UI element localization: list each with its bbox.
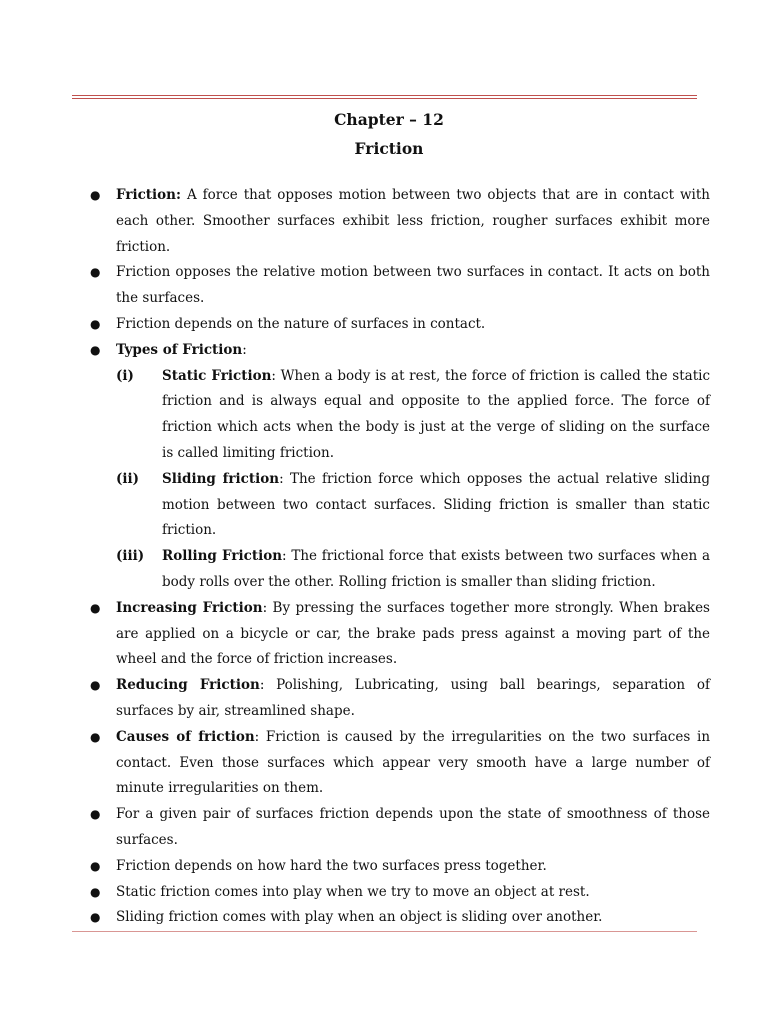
item-text: : Polishing, Lubricating, using ball bearings, separation of surfaces by air, streamlined shape.	[116, 677, 710, 719]
sub-item	[90, 544, 710, 596]
list-item	[90, 260, 710, 312]
item-text: : By pressing the surfaces together more strongly. When brakes are applied on a bicycle or car, the brake pads press against a moving part of the wheel and the force of friction increases.	[116, 599, 710, 668]
bullet-icon: ●	[90, 910, 101, 925]
list-item	[90, 312, 710, 338]
list-item	[90, 725, 710, 802]
list-item	[90, 596, 710, 673]
item-text: Static friction comes into play when we try to move an object at rest.	[116, 883, 590, 900]
list-item	[90, 905, 710, 931]
item-label: Friction:	[116, 187, 181, 203]
bullet-icon: ●	[90, 858, 101, 873]
bullet-icon: ●	[90, 600, 101, 615]
chapter-title: Chapter – 12	[334, 110, 444, 129]
sub-item-label: Static Friction	[162, 367, 272, 384]
sub-item-label: Sliding friction	[162, 470, 280, 487]
item-label: Causes of friction	[116, 728, 255, 745]
list-item	[90, 880, 710, 906]
friction-types-list	[90, 364, 710, 596]
sub-item-label: Rolling Friction	[162, 548, 283, 565]
bullet-icon: ●	[90, 188, 101, 202]
sub-item-text: : When a body is at rest, the force of friction is called the static friction and is always equal and opposite to the applied force. The force of friction which acts when the body is just at the verge of sliding on the surface is called limiting friction.	[162, 367, 710, 461]
item-text: For a given pair of surfaces friction depends upon the state of smoothness of those surfaces.	[116, 806, 710, 848]
list-item	[90, 854, 710, 880]
sub-item-number: (i)	[116, 367, 134, 384]
list-item	[90, 183, 710, 260]
bullet-icon: ●	[90, 678, 101, 693]
item-label: Types of Friction	[116, 341, 243, 358]
sub-item-text: : The friction force which opposes the actual relative sliding motion between two contact surfaces. Sliding friction is smaller than static friction.	[162, 470, 710, 539]
bullet-icon: ●	[90, 316, 101, 331]
item-label: Reducing Friction	[116, 677, 260, 694]
bullet-icon: ●	[90, 807, 101, 822]
sub-item	[90, 364, 710, 467]
sub-item-number: (ii)	[116, 470, 140, 487]
item-text: Friction depends on the nature of surfaces in contact.	[116, 315, 486, 332]
bullet-list	[90, 183, 710, 931]
list-item	[90, 673, 710, 725]
bullet-icon: ●	[90, 342, 101, 357]
item-text: :	[242, 341, 247, 358]
bullet-icon: ●	[90, 729, 101, 744]
sub-item	[90, 467, 710, 544]
item-text: Friction opposes the relative motion between two surfaces in contact. It acts on both the surfaces.	[116, 264, 710, 307]
bullet-icon: ●	[90, 884, 101, 899]
bullet-icon: ●	[90, 265, 101, 280]
item-text: : Friction is caused by the irregularities on the two surfaces in contact. Even those surfaces which appear very smooth have a large number of minute irregularities on them.	[116, 728, 711, 797]
item-text: Friction depends on how hard the two surfaces press together.	[116, 857, 547, 874]
topic-title: Friction	[354, 139, 424, 158]
footer-rule	[72, 931, 697, 932]
sub-item-text: : The frictional force that exists between two surfaces when a body rolls over the other. Rolling friction is smaller than sliding friction.	[162, 548, 710, 590]
item-text: A force that opposes motion between two objects that are in contact with each other. Smoother surfaces exhibit less friction, rougher surfaces exhibit more friction.	[116, 187, 710, 255]
item-label: Increasing Friction	[116, 599, 263, 616]
header-rule	[72, 95, 697, 99]
sub-item-number: (iii)	[116, 548, 145, 565]
item-text: Sliding friction comes with play when an object is sliding over another.	[116, 909, 603, 926]
list-item	[90, 802, 710, 854]
list-item	[90, 338, 710, 364]
